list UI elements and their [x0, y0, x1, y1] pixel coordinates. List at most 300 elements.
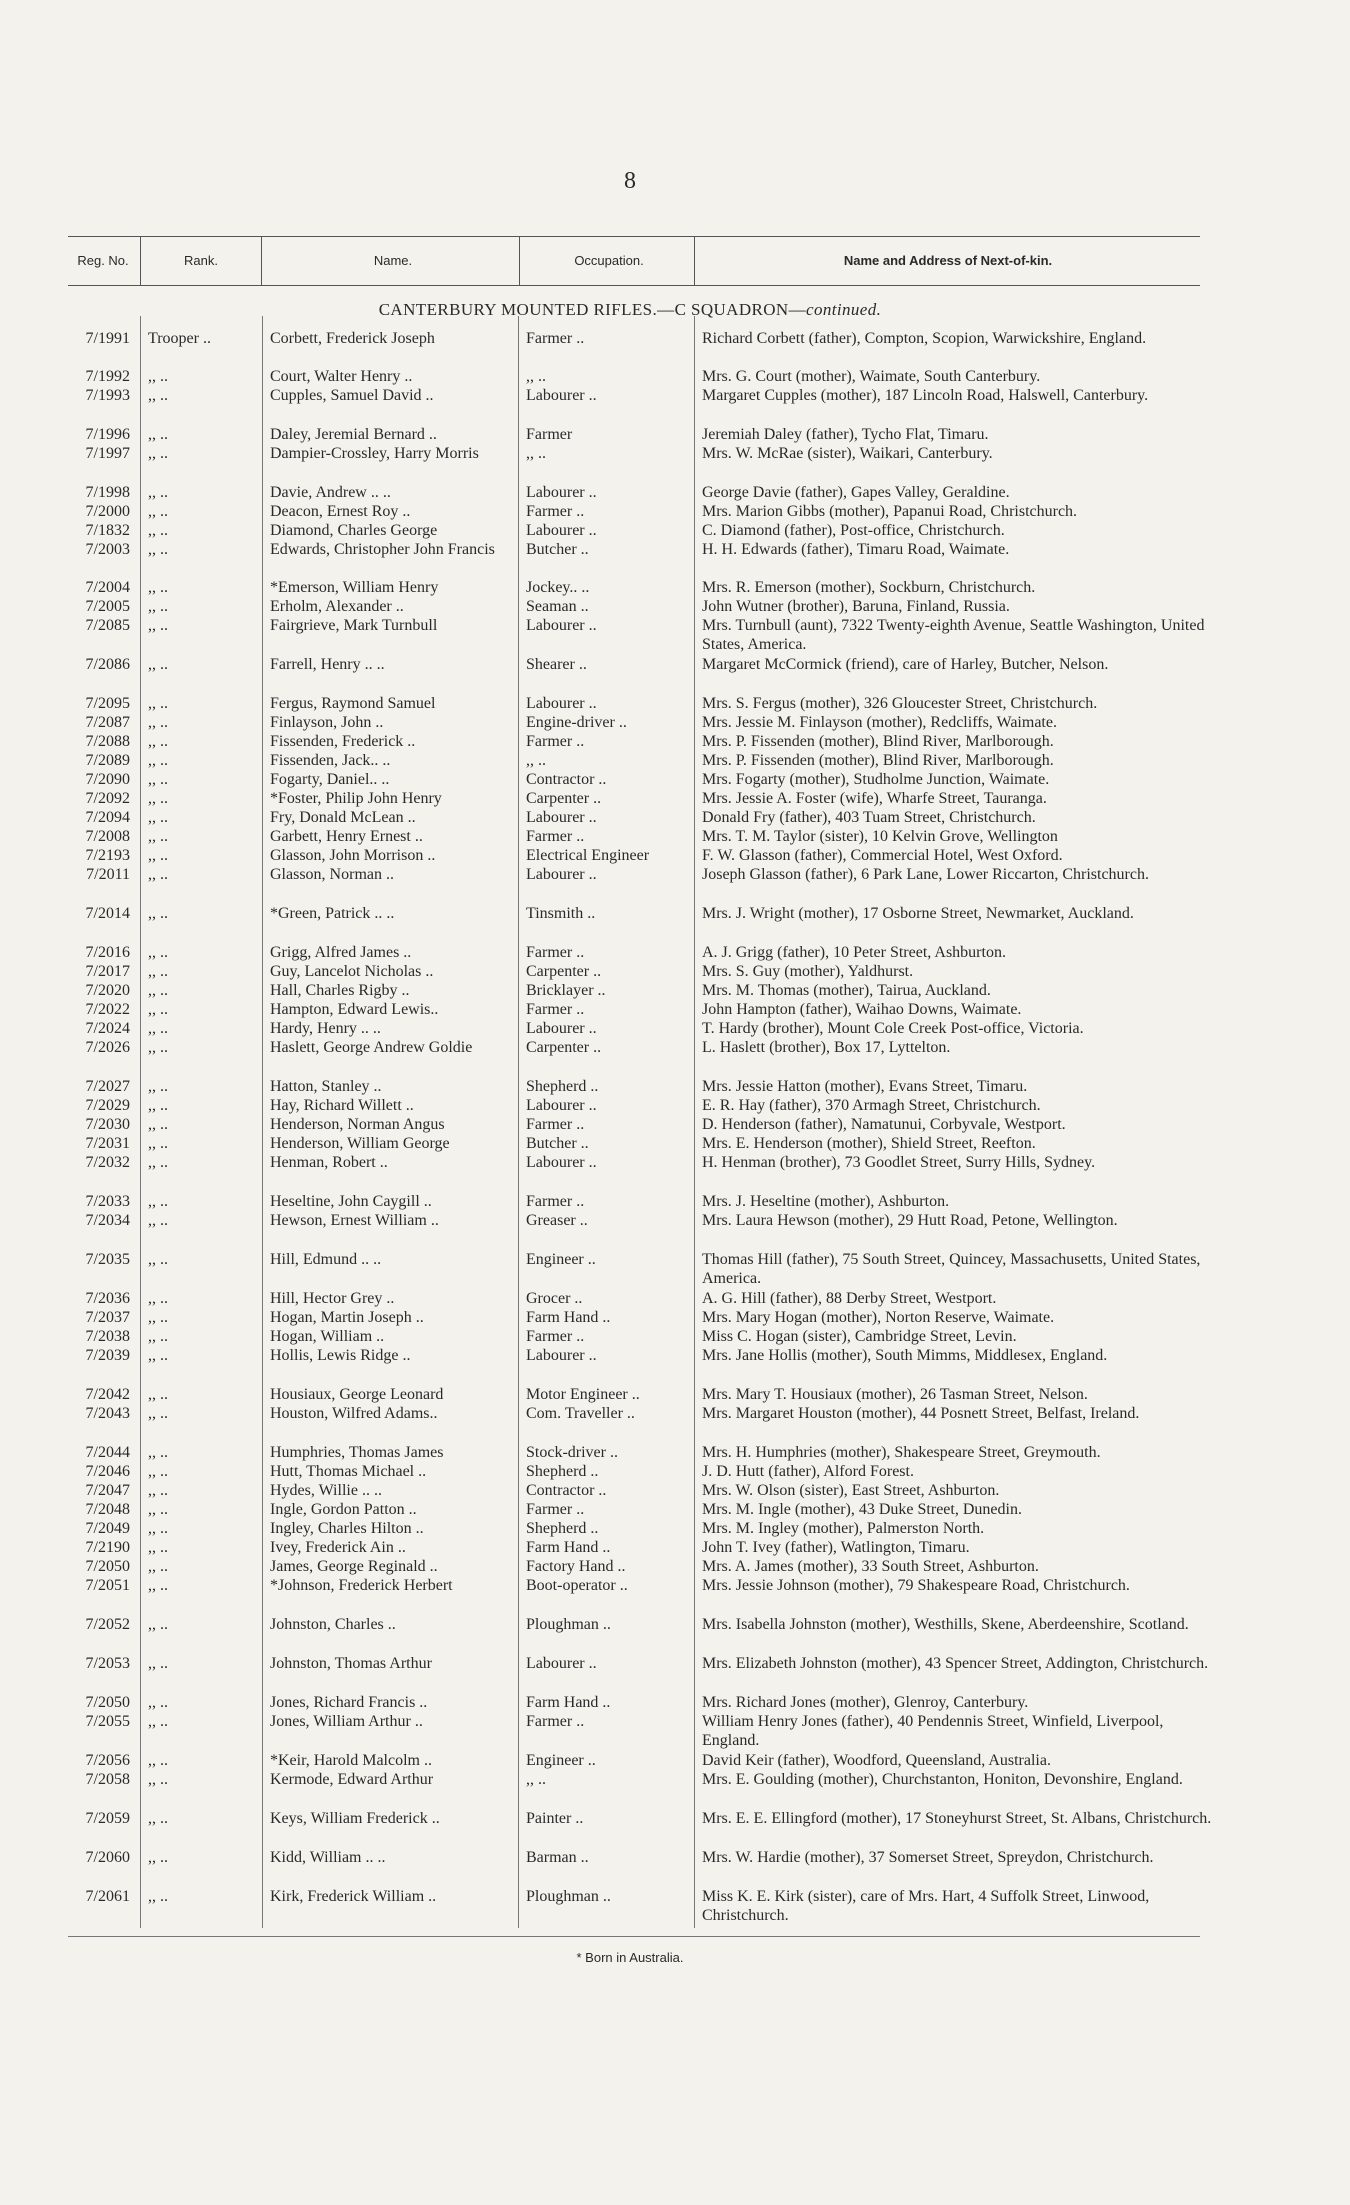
reg-no-cell: 7/2056	[85, 1752, 130, 1769]
reg-no-cell: 7/2047	[85, 1482, 130, 1499]
occupation-cell: Farmer	[526, 426, 573, 443]
rank-cell: ,, ..	[148, 1888, 168, 1905]
rank-cell: ,, ..	[148, 1558, 168, 1575]
next-of-kin-cell: Mrs. Mary T. Housiaux (mother), 26 Tasman Street, Nelson.	[702, 1386, 1088, 1403]
occupation-cell: Labourer ..	[526, 484, 597, 501]
reg-no-cell: 7/2005	[85, 598, 130, 615]
next-of-kin-cell: Mrs. Turnbull (aunt), 7322 Twenty-eighth Avenue, Seattle Washington, United States, America.	[702, 617, 1205, 653]
rank-cell: ,, ..	[148, 1039, 168, 1056]
rank-cell: ,, ..	[148, 1328, 168, 1345]
next-of-kin-cell: Joseph Glasson (father), 6 Park Lane, Lower Riccarton, Christchurch.	[702, 866, 1149, 883]
reg-no-cell: 7/2039	[85, 1347, 130, 1364]
rank-cell: ,, ..	[148, 982, 168, 999]
next-of-kin-cell: Mrs. Jane Hollis (mother), South Mimms, Middlesex, England.	[702, 1347, 1108, 1364]
column-header-rank: Rank.	[140, 237, 261, 285]
reg-no-cell: 7/2092	[85, 790, 130, 807]
name-cell: Hogan, William ..	[270, 1328, 385, 1345]
occupation-cell: Labourer ..	[526, 1097, 597, 1114]
next-of-kin-cell: Mrs. Jessie A. Foster (wife), Wharfe Street, Tauranga.	[702, 790, 1047, 807]
rank-cell: ,, ..	[148, 522, 168, 539]
name-cell: Kidd, William .. ..	[270, 1849, 386, 1866]
name-cell: Fairgrieve, Mark Turnbull	[270, 617, 438, 634]
occupation-cell: Shepherd ..	[526, 1078, 599, 1095]
next-of-kin-cell: J. D. Hutt (father), Alford Forest.	[702, 1463, 914, 1480]
reg-no-cell: 7/2035	[85, 1251, 130, 1268]
reg-no-cell: 7/2055	[85, 1713, 130, 1730]
reg-no-cell: 7/2008	[85, 828, 130, 845]
next-of-kin-cell: E. R. Hay (father), 370 Armagh Street, Christchurch.	[702, 1097, 1041, 1114]
next-of-kin-cell: Mrs. P. Fissenden (mother), Blind River, Marlborough.	[702, 752, 1054, 769]
name-cell: Diamond, Charles George	[270, 522, 438, 539]
name-cell: Hogan, Martin Joseph ..	[270, 1309, 424, 1326]
occupation-cell: Ploughman ..	[526, 1616, 611, 1633]
name-cell: Keys, William Frederick ..	[270, 1810, 440, 1827]
next-of-kin-cell: Thomas Hill (father), 75 South Street, Quincey, Massachusetts, United States, America.	[702, 1251, 1201, 1287]
occupation-cell: Engineer ..	[526, 1251, 596, 1268]
name-cell: Kermode, Edward Arthur	[270, 1771, 434, 1788]
next-of-kin-cell: Donald Fry (father), 403 Tuam Street, Christchurch.	[702, 809, 1036, 826]
reg-no-cell: 7/2016	[85, 944, 130, 961]
name-cell: Henman, Robert ..	[270, 1154, 388, 1171]
name-cell: Court, Walter Henry ..	[270, 368, 413, 385]
next-of-kin-cell: Mrs. M. Ingley (mother), Palmerston North.	[702, 1520, 985, 1537]
next-of-kin-cell: John T. Ivey (father), Watlington, Timaru.	[702, 1539, 970, 1556]
occupation-cell: Painter ..	[526, 1810, 584, 1827]
occupation-cell: Shearer ..	[526, 656, 587, 673]
name-cell: Kirk, Frederick William ..	[270, 1888, 437, 1905]
rank-cell: ,, ..	[148, 1501, 168, 1518]
name-cell: Hill, Edmund .. ..	[270, 1251, 382, 1268]
name-cell: Fogarty, Daniel.. ..	[270, 771, 390, 788]
rank-cell: ,, ..	[148, 944, 168, 961]
reg-no-cell: 7/2049	[85, 1520, 130, 1537]
reg-no-cell: 7/1992	[85, 368, 130, 385]
name-cell: Ingley, Charles Hilton ..	[270, 1520, 424, 1537]
reg-no-cell: 7/2086	[85, 656, 130, 673]
section-continued: continued.	[806, 300, 882, 319]
name-cell: Glasson, Norman ..	[270, 866, 394, 883]
rank-cell: ,, ..	[148, 598, 168, 615]
reg-no-cell: 7/2011	[86, 866, 130, 883]
name-cell: Deacon, Ernest Roy ..	[270, 503, 411, 520]
reg-no-cell: 7/1832	[85, 522, 130, 539]
occupation-cell: Labourer ..	[526, 1655, 597, 1672]
occupation-cell: ,, ..	[526, 445, 546, 462]
section-title: CANTERBURY MOUNTED RIFLES.—C SQUADRON—	[378, 300, 807, 319]
next-of-kin-cell: Mrs. Isabella Johnston (mother), Westhills, Skene, Aberdeenshire, Scotland.	[702, 1616, 1189, 1633]
column-header-name: Name.	[261, 237, 524, 285]
reg-no-cell: 7/2048	[85, 1501, 130, 1518]
rank-cell: ,, ..	[148, 866, 168, 883]
reg-no-cell: 7/2089	[85, 752, 130, 769]
reg-no-cell: 7/2088	[85, 733, 130, 750]
next-of-kin-cell: D. Henderson (father), Namatunui, Corbyvale, Westport.	[702, 1116, 1066, 1133]
occupation-cell: Grocer ..	[526, 1290, 583, 1307]
rank-cell: ,, ..	[148, 1810, 168, 1827]
name-cell: Hardy, Henry .. ..	[270, 1020, 381, 1037]
rank-cell: ,, ..	[148, 484, 168, 501]
occupation-cell: Barman ..	[526, 1849, 589, 1866]
occupation-cell: Carpenter ..	[526, 790, 602, 807]
name-cell: Fissenden, Jack.. ..	[270, 752, 391, 769]
occupation-cell: Labourer ..	[526, 809, 597, 826]
next-of-kin-cell: F. W. Glasson (father), Commercial Hotel, West Oxford.	[702, 847, 1063, 864]
name-cell: Dampier-Crossley, Harry Morris	[270, 445, 479, 462]
reg-no-cell: 7/1996	[85, 426, 130, 443]
footer-rule	[68, 1936, 1200, 1937]
next-of-kin-cell: Margaret McCormick (friend), care of Harley, Butcher, Nelson.	[702, 656, 1109, 673]
reg-no-cell: 7/2046	[85, 1463, 130, 1480]
occupation-cell: Engine-driver ..	[526, 714, 627, 731]
reg-no-cell: 7/2051	[85, 1577, 130, 1594]
occupation-cell: Labourer ..	[526, 617, 597, 634]
next-of-kin-cell: Mrs. W. Olson (sister), East Street, Ashburton.	[702, 1482, 1000, 1499]
next-of-kin-cell: Mrs. Jessie Hatton (mother), Evans Street, Timaru.	[702, 1078, 1028, 1095]
reg-no-cell: 7/2190	[85, 1539, 130, 1556]
next-of-kin-cell: Mrs. Fogarty (mother), Studholme Junction, Waimate.	[702, 771, 1050, 788]
next-of-kin-cell: Mrs. R. Emerson (mother), Sockburn, Christchurch.	[702, 579, 1036, 596]
name-cell: Edwards, Christopher John Francis	[270, 541, 495, 558]
reg-no-cell: 7/2044	[85, 1444, 130, 1461]
reg-no-cell: 7/2050	[85, 1558, 130, 1575]
reg-no-cell: 7/2032	[85, 1154, 130, 1171]
reg-no-cell: 7/2038	[85, 1328, 130, 1345]
next-of-kin-cell: H. Henman (brother), 73 Goodlet Street, Surry Hills, Sydney.	[702, 1154, 1096, 1171]
reg-no-cell: 7/1993	[85, 387, 130, 404]
next-of-kin-cell: Mrs. W. Hardie (mother), 37 Somerset Street, Spreydon, Christchurch.	[702, 1849, 1154, 1866]
occupation-cell: Farmer ..	[526, 1328, 585, 1345]
next-of-kin-cell: Mrs. T. M. Taylor (sister), 10 Kelvin Grove, Wellington	[702, 828, 1058, 845]
name-cell: Hollis, Lewis Ridge ..	[270, 1347, 411, 1364]
reg-no-cell: 7/2085	[85, 617, 130, 634]
name-cell: Haslett, George Andrew Goldie	[270, 1039, 473, 1056]
occupation-cell: Jockey.. ..	[526, 579, 590, 596]
rank-cell: ,, ..	[148, 1577, 168, 1594]
occupation-cell: Farm Hand ..	[526, 1694, 611, 1711]
reg-no-cell: 7/2014	[85, 905, 130, 922]
rank-cell: ,, ..	[148, 503, 168, 520]
rank-cell: ,, ..	[148, 847, 168, 864]
name-cell: Humphries, Thomas James	[270, 1444, 444, 1461]
occupation-cell: Shepherd ..	[526, 1520, 599, 1537]
next-of-kin-cell: John Hampton (father), Waihao Downs, Waimate.	[702, 1001, 1022, 1018]
next-of-kin-cell: Mrs. A. James (mother), 33 South Street, Ashburton.	[702, 1558, 1039, 1575]
name-cell: Houston, Wilfred Adams..	[270, 1405, 438, 1422]
reg-no-cell: 7/2004	[85, 579, 130, 596]
name-cell: Fry, Donald McLean ..	[270, 809, 416, 826]
reg-no-cell: 7/2036	[85, 1290, 130, 1307]
column-header-reg-no: Reg. No.	[77, 253, 129, 268]
occupation-cell: Farmer ..	[526, 503, 585, 520]
rank-cell: ,, ..	[148, 714, 168, 731]
rank-cell: ,, ..	[148, 387, 168, 404]
name-cell: Glasson, John Morrison ..	[270, 847, 436, 864]
reg-no-cell: 7/2030	[85, 1116, 130, 1133]
occupation-cell: Boot-operator ..	[526, 1577, 628, 1594]
rank-cell: ,, ..	[148, 1309, 168, 1326]
name-cell: Hay, Richard Willett ..	[270, 1097, 414, 1114]
next-of-kin-cell: T. Hardy (brother), Mount Cole Creek Post-office, Victoria.	[702, 1020, 1084, 1037]
name-cell: Fergus, Raymond Samuel	[270, 695, 436, 712]
rank-cell: ,, ..	[148, 1097, 168, 1114]
next-of-kin-cell: Mrs. Jessie Johnson (mother), 79 Shakespeare Road, Christchurch.	[702, 1577, 1130, 1594]
next-of-kin-cell: Mrs. E. Goulding (mother), Churchstanton, Honiton, Devonshire, England.	[702, 1771, 1183, 1788]
name-cell: Heseltine, John Caygill ..	[270, 1193, 432, 1210]
next-of-kin-cell: L. Haslett (brother), Box 17, Lyttelton.	[702, 1039, 951, 1056]
next-of-kin-cell: Mrs. J. Heseltine (mother), Ashburton.	[702, 1193, 950, 1210]
occupation-cell: Engineer ..	[526, 1752, 596, 1769]
name-cell: Ivey, Frederick Ain ..	[270, 1539, 406, 1556]
reg-no-cell: 7/2090	[85, 771, 130, 788]
name-cell: Hampton, Edward Lewis..	[270, 1001, 439, 1018]
rank-cell: ,, ..	[148, 1849, 168, 1866]
rank-cell: ,, ..	[148, 426, 168, 443]
rank-cell: ,, ..	[148, 1520, 168, 1537]
occupation-cell: Farmer ..	[526, 330, 585, 347]
name-cell: Fissenden, Frederick ..	[270, 733, 416, 750]
rank-cell: ,, ..	[148, 733, 168, 750]
rank-cell: ,, ..	[148, 445, 168, 462]
name-cell: Hill, Hector Grey ..	[270, 1290, 395, 1307]
next-of-kin-cell: Miss K. E. Kirk (sister), care of Mrs. Hart, 4 Suffolk Street, Linwood, Christchurch.	[702, 1888, 1150, 1924]
reg-no-cell: 7/2000	[85, 503, 130, 520]
next-of-kin-cell: Mrs. Laura Hewson (mother), 29 Hutt Road, Petone, Wellington.	[702, 1212, 1118, 1229]
next-of-kin-cell: Richard Corbett (father), Compton, Scopion, Warwickshire, England.	[702, 330, 1147, 347]
rank-cell: ,, ..	[148, 1655, 168, 1672]
occupation-cell: Carpenter ..	[526, 1039, 602, 1056]
rank-cell: ,, ..	[148, 1001, 168, 1018]
next-of-kin-cell: Mrs. S. Guy (mother), Yaldhurst.	[702, 963, 914, 980]
next-of-kin-cell: Mrs. Mary Hogan (mother), Norton Reserve, Waimate.	[702, 1309, 1055, 1326]
next-of-kin-cell: Mrs. Richard Jones (mother), Glenroy, Canterbury.	[702, 1694, 1029, 1711]
name-cell: Erholm, Alexander ..	[270, 598, 404, 615]
next-of-kin-cell: Mrs. M. Thomas (mother), Tairua, Auckland.	[702, 982, 991, 999]
rank-cell: ,, ..	[148, 905, 168, 922]
name-cell: Henderson, Norman Angus	[270, 1116, 445, 1133]
reg-no-cell: 7/1997	[85, 445, 130, 462]
occupation-cell: Greaser ..	[526, 1212, 588, 1229]
reg-no-cell: 7/2031	[85, 1135, 130, 1152]
rank-cell: ,, ..	[148, 1482, 168, 1499]
next-of-kin-cell: A. J. Grigg (father), 10 Peter Street, Ashburton.	[702, 944, 1006, 961]
rank-cell: ,, ..	[148, 1193, 168, 1210]
name-cell: Cupples, Samuel David ..	[270, 387, 434, 404]
name-cell: Hall, Charles Rigby ..	[270, 982, 410, 999]
rank-cell: ,, ..	[148, 1444, 168, 1461]
name-cell: Corbett, Frederick Joseph	[270, 330, 435, 347]
occupation-cell: Farmer ..	[526, 1501, 585, 1518]
name-cell: Farrell, Henry .. ..	[270, 656, 385, 673]
occupation-cell: Labourer ..	[526, 387, 597, 404]
name-cell: *Green, Patrick .. ..	[270, 905, 395, 922]
occupation-cell: ,, ..	[526, 752, 546, 769]
name-cell: *Foster, Philip John Henry	[270, 790, 442, 807]
occupation-cell: Stock-driver ..	[526, 1444, 618, 1461]
occupation-cell: Ploughman ..	[526, 1888, 611, 1905]
name-cell: Hydes, Willie .. ..	[270, 1482, 382, 1499]
next-of-kin-cell: Jeremiah Daley (father), Tycho Flat, Timaru.	[702, 426, 989, 443]
rank-cell: ,, ..	[148, 579, 168, 596]
rank-cell: ,, ..	[148, 1251, 168, 1268]
reg-no-cell: 7/2059	[85, 1810, 130, 1827]
next-of-kin-cell: John Wutner (brother), Baruna, Finland, Russia.	[702, 598, 1010, 615]
reg-no-cell: 7/2027	[85, 1078, 130, 1095]
name-cell: Jones, William Arthur ..	[270, 1713, 423, 1730]
rank-cell: ,, ..	[148, 1135, 168, 1152]
footnote: * Born in Australia.	[576, 1950, 684, 1965]
column-header-occupation: Occupation.	[519, 237, 698, 285]
rank-cell: ,, ..	[148, 1405, 168, 1422]
reg-no-cell: 7/2033	[85, 1193, 130, 1210]
next-of-kin-cell: Mrs. H. Humphries (mother), Shakespeare Street, Greymouth.	[702, 1444, 1101, 1461]
occupation-cell: Shepherd ..	[526, 1463, 599, 1480]
rank-cell: ,, ..	[148, 1116, 168, 1133]
reg-no-cell: 7/2026	[85, 1039, 130, 1056]
name-cell: Hatton, Stanley ..	[270, 1078, 382, 1095]
rank-cell: ,, ..	[148, 1347, 168, 1364]
rank-cell: ,, ..	[148, 1539, 168, 1556]
reg-no-cell: 7/2017	[85, 963, 130, 980]
rank-cell: ,, ..	[148, 695, 168, 712]
rank-cell: ,, ..	[148, 1616, 168, 1633]
rank-cell: ,, ..	[148, 1078, 168, 1095]
rank-cell: ,, ..	[148, 541, 168, 558]
rank-cell: ,, ..	[148, 1212, 168, 1229]
occupation-cell: Labourer ..	[526, 1154, 597, 1171]
occupation-cell: Labourer ..	[526, 866, 597, 883]
rank-cell: ,, ..	[148, 752, 168, 769]
reg-no-cell: 7/2087	[85, 714, 130, 731]
occupation-cell: Farmer ..	[526, 1001, 585, 1018]
occupation-cell: Butcher ..	[526, 1135, 589, 1152]
name-cell: Grigg, Alfred James ..	[270, 944, 412, 961]
occupation-cell: Farmer ..	[526, 733, 585, 750]
name-cell: Daley, Jeremial Bernard ..	[270, 426, 437, 443]
occupation-cell: Farmer ..	[526, 1116, 585, 1133]
name-cell: *Johnson, Frederick Herbert	[270, 1577, 453, 1594]
next-of-kin-cell: A. G. Hill (father), 88 Derby Street, Westport.	[702, 1290, 997, 1307]
next-of-kin-cell: Mrs. W. McRae (sister), Waikari, Canterbury.	[702, 445, 993, 462]
rank-cell: ,, ..	[148, 1752, 168, 1769]
rank-cell: ,, ..	[148, 1386, 168, 1403]
occupation-cell: Contractor ..	[526, 1482, 607, 1499]
name-cell: Johnston, Charles ..	[270, 1616, 396, 1633]
reg-no-cell: 7/2095	[85, 695, 130, 712]
name-cell: Jones, Richard Francis ..	[270, 1694, 428, 1711]
name-cell: Henderson, William George	[270, 1135, 450, 1152]
next-of-kin-cell: Mrs. Margaret Houston (mother), 44 Posnett Street, Belfast, Ireland.	[702, 1405, 1140, 1422]
reg-no-cell: 7/2029	[85, 1097, 130, 1114]
rank-cell: ,, ..	[148, 1694, 168, 1711]
reg-no-cell: 7/1998	[85, 484, 130, 501]
name-cell: Johnston, Thomas Arthur	[270, 1655, 432, 1672]
reg-no-cell: 7/2050	[85, 1694, 130, 1711]
name-cell: Finlayson, John ..	[270, 714, 384, 731]
occupation-cell: Carpenter ..	[526, 963, 602, 980]
next-of-kin-cell: William Henry Jones (father), 40 Pendennis Street, Winfield, Liverpool, England.	[702, 1713, 1164, 1749]
column-header-next-of-kin: Name and Address of Next-of-kin.	[694, 237, 1201, 285]
reg-no-cell: 7/2043	[85, 1405, 130, 1422]
reg-no-cell: 7/2022	[85, 1001, 130, 1018]
occupation-cell: Com. Traveller ..	[526, 1405, 635, 1422]
rank-cell: ,, ..	[148, 1290, 168, 1307]
reg-no-cell: 7/2037	[85, 1309, 130, 1326]
occupation-cell: Labourer ..	[526, 1347, 597, 1364]
name-cell: Guy, Lancelot Nicholas ..	[270, 963, 434, 980]
reg-no-cell: 7/2024	[85, 1020, 130, 1037]
name-cell: Ingle, Gordon Patton ..	[270, 1501, 417, 1518]
occupation-cell: Seaman ..	[526, 598, 589, 615]
next-of-kin-cell: Miss C. Hogan (sister), Cambridge Street, Levin.	[702, 1328, 1017, 1345]
occupation-cell: Factory Hand ..	[526, 1558, 626, 1575]
reg-no-cell: 7/2052	[85, 1616, 130, 1633]
rank-cell: ,, ..	[148, 790, 168, 807]
reg-no-cell: 7/1991	[85, 330, 130, 347]
name-cell: Davie, Andrew .. ..	[270, 484, 391, 501]
reg-no-cell: 7/2042	[85, 1386, 130, 1403]
occupation-cell: Electrical Engineer	[526, 847, 650, 864]
occupation-cell: Farm Hand ..	[526, 1309, 611, 1326]
next-of-kin-cell: Mrs. J. Wright (mother), 17 Osborne Street, Newmarket, Auckland.	[702, 905, 1134, 922]
page-number: 8	[624, 168, 636, 194]
next-of-kin-cell: Mrs. Elizabeth Johnston (mother), 43 Spencer Street, Addington, Christchurch.	[702, 1655, 1209, 1672]
occupation-cell: Bricklayer ..	[526, 982, 606, 999]
reg-no-cell: 7/2060	[85, 1849, 130, 1866]
occupation-cell: Contractor ..	[526, 771, 607, 788]
occupation-cell: Farm Hand ..	[526, 1539, 611, 1556]
occupation-cell: Tinsmith ..	[526, 905, 596, 922]
occupation-cell: Labourer ..	[526, 695, 597, 712]
occupation-cell: Farmer ..	[526, 944, 585, 961]
next-of-kin-cell: Mrs. Marion Gibbs (mother), Papanui Road, Christchurch.	[702, 503, 1078, 520]
occupation-cell: ,, ..	[526, 368, 546, 385]
reg-no-cell: 7/2034	[85, 1212, 130, 1229]
name-cell: Hutt, Thomas Michael ..	[270, 1463, 427, 1480]
reg-no-cell: 7/2193	[85, 847, 130, 864]
rank-cell: ,, ..	[148, 1020, 168, 1037]
name-cell: Housiaux, George Leonard	[270, 1386, 444, 1403]
occupation-cell: Farmer ..	[526, 1193, 585, 1210]
rank-cell: ,, ..	[148, 771, 168, 788]
reg-no-cell: 7/2061	[85, 1888, 130, 1905]
rank-cell: ,, ..	[148, 1154, 168, 1171]
rank-cell: ,, ..	[148, 809, 168, 826]
name-cell: *Emerson, William Henry	[270, 579, 439, 596]
name-cell: *Keir, Harold Malcolm ..	[270, 1752, 432, 1769]
next-of-kin-cell: Mrs. E. E. Ellingford (mother), 17 Stoneyhurst Street, St. Albans, Christchurch.	[702, 1810, 1212, 1827]
name-cell: Hewson, Ernest William ..	[270, 1212, 439, 1229]
rank-cell: Trooper ..	[148, 330, 211, 347]
rank-cell: ,, ..	[148, 963, 168, 980]
occupation-cell: Farmer ..	[526, 1713, 585, 1730]
rank-cell: ,, ..	[148, 1771, 168, 1788]
name-cell: James, George Reginald ..	[270, 1558, 438, 1575]
rank-cell: ,, ..	[148, 617, 168, 634]
occupation-cell: Labourer ..	[526, 1020, 597, 1037]
next-of-kin-cell: Mrs. P. Fissenden (mother), Blind River, Marlborough.	[702, 733, 1054, 750]
next-of-kin-cell: Mrs. M. Ingle (mother), 43 Duke Street, Dunedin.	[702, 1501, 1022, 1518]
next-of-kin-cell: Mrs. S. Fergus (mother), 326 Gloucester Street, Christchurch.	[702, 695, 1098, 712]
next-of-kin-cell: David Keir (father), Woodford, Queensland, Australia.	[702, 1752, 1051, 1769]
rank-cell: ,, ..	[148, 1463, 168, 1480]
next-of-kin-cell: George Davie (father), Gapes Valley, Geraldine.	[702, 484, 1010, 501]
occupation-cell: Butcher ..	[526, 541, 589, 558]
next-of-kin-cell: C. Diamond (father), Post-office, Christchurch.	[702, 522, 1005, 539]
occupation-cell: Motor Engineer ..	[526, 1386, 640, 1403]
name-cell: Garbett, Henry Ernest ..	[270, 828, 423, 845]
rank-cell: ,, ..	[148, 828, 168, 845]
reg-no-cell: 7/2003	[85, 541, 130, 558]
